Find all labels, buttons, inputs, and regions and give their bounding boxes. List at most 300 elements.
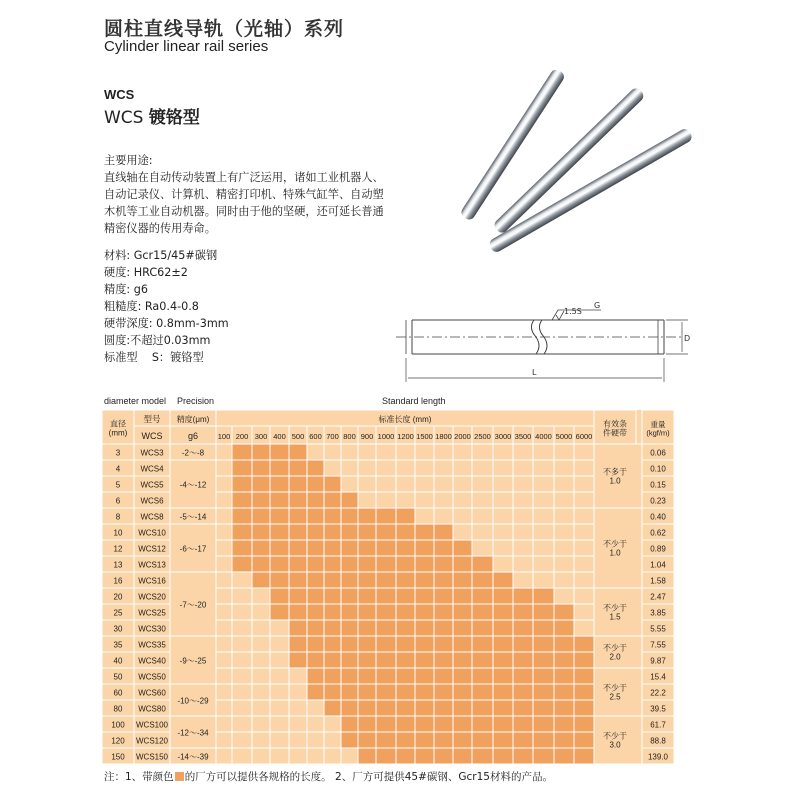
shaft-drawing xyxy=(396,298,696,390)
length-cell-available xyxy=(415,716,434,732)
length-cell xyxy=(324,444,341,460)
length-cell-available xyxy=(533,716,554,732)
length-cell-available xyxy=(453,588,472,604)
cell-model: WCS10 xyxy=(138,528,166,538)
length-cell-available xyxy=(358,684,376,700)
cell-weight: 0.15 xyxy=(650,480,666,490)
length-cell-available xyxy=(376,684,396,700)
length-cell xyxy=(554,444,574,460)
length-cell xyxy=(270,620,289,636)
length-cell xyxy=(252,700,270,716)
length-cell-available xyxy=(252,540,270,556)
length-cell xyxy=(216,700,232,716)
cell-model: WCS20 xyxy=(138,592,166,602)
length-cell-available xyxy=(493,636,513,652)
length-cell-available xyxy=(396,700,415,716)
cell-diameter: 4 xyxy=(115,464,121,474)
model-type-heading xyxy=(104,103,200,128)
length-cell-available xyxy=(554,620,574,636)
length-cell xyxy=(252,732,270,748)
length-cell-available xyxy=(307,540,324,556)
cell-effective: 1.0 xyxy=(609,476,621,486)
cell-precision: -9～-25 xyxy=(179,656,207,666)
length-cell-available xyxy=(289,636,307,652)
cell-diameter: 25 xyxy=(113,608,123,618)
cell-diameter: 6 xyxy=(115,496,121,506)
length-cell xyxy=(252,748,270,764)
length-cell xyxy=(533,556,554,572)
length-cell xyxy=(554,508,574,524)
length-cell-available xyxy=(270,604,289,620)
length-cell-available xyxy=(513,716,533,732)
cell-weight: 1.58 xyxy=(650,576,666,586)
length-cell xyxy=(493,556,513,572)
length-header: 2000 xyxy=(454,432,471,441)
length-cell xyxy=(270,668,289,684)
cell-weight: 0.23 xyxy=(650,496,666,506)
usage-heading: 主要用途: xyxy=(104,154,153,167)
length-cell xyxy=(289,732,307,748)
length-cell-available xyxy=(341,620,358,636)
length-header: 2500 xyxy=(474,432,491,441)
length-cell xyxy=(574,540,594,556)
length-cell xyxy=(493,540,513,556)
length-cell xyxy=(358,444,376,460)
length-cell-available xyxy=(270,508,289,524)
cell-model: WCS40 xyxy=(138,656,166,666)
length-header: 600 xyxy=(309,432,322,441)
length-cell xyxy=(307,732,324,748)
length-cell xyxy=(216,732,232,748)
cell-model: WCS8 xyxy=(140,512,164,522)
length-cell xyxy=(513,524,533,540)
length-cell-available xyxy=(341,668,358,684)
length-cell-available xyxy=(270,556,289,572)
length-cell xyxy=(533,524,554,540)
cell-weight: 22.2 xyxy=(650,688,666,698)
length-cell-available xyxy=(324,476,341,492)
length-header: 500 xyxy=(291,432,305,441)
cell-effective: 3.0 xyxy=(609,740,621,750)
length-cell-available xyxy=(574,700,594,716)
length-cell-available xyxy=(415,588,434,604)
length-cell-available xyxy=(270,572,289,588)
header-precision-code: g6 xyxy=(187,431,199,441)
length-cell-available xyxy=(415,668,434,684)
length-cell-available xyxy=(289,572,307,588)
length-cell-available xyxy=(574,684,594,700)
length-cell xyxy=(376,460,396,476)
length-cell xyxy=(472,524,493,540)
length-cell-available xyxy=(307,668,324,684)
length-cell xyxy=(376,444,396,460)
length-cell-available xyxy=(307,524,324,540)
length-cell-available xyxy=(434,540,453,556)
length-cell-available xyxy=(289,460,307,476)
length-cell-available xyxy=(493,716,513,732)
length-cell-available xyxy=(434,700,453,716)
length-cell-available xyxy=(341,604,358,620)
length-cell-available xyxy=(289,652,307,668)
length-cell xyxy=(574,508,594,524)
length-cell xyxy=(574,460,594,476)
length-cell-available xyxy=(324,524,341,540)
length-cell-available xyxy=(324,508,341,524)
length-cell xyxy=(270,684,289,700)
header-effective: 有效条 xyxy=(603,419,627,429)
length-cell-available xyxy=(434,588,453,604)
cell-model: WCS12 xyxy=(138,544,166,554)
length-cell-available xyxy=(358,716,376,732)
length-cell-available xyxy=(453,684,472,700)
length-cell xyxy=(453,460,472,476)
length-cell xyxy=(493,444,513,460)
cell-effective: 不少于 xyxy=(603,539,627,549)
length-cell xyxy=(270,636,289,652)
cell-model: WCS5 xyxy=(140,480,164,490)
cell-model: WCS4 xyxy=(140,464,164,474)
cell-model: WCS25 xyxy=(138,608,166,618)
length-cell xyxy=(415,460,434,476)
length-cell-available xyxy=(472,636,493,652)
length-cell xyxy=(289,700,307,716)
length-header: 900 xyxy=(360,432,374,441)
length-cell-available xyxy=(307,572,324,588)
length-cell-available xyxy=(270,460,289,476)
length-cell-available xyxy=(252,476,270,492)
cell-effective: 不少于 xyxy=(603,603,627,613)
length-cell xyxy=(472,460,493,476)
length-cell xyxy=(574,572,594,588)
length-cell xyxy=(252,668,270,684)
length-cell-available xyxy=(376,540,396,556)
length-cell xyxy=(232,684,252,700)
spec-value: 不超过0.03mm xyxy=(130,334,211,347)
length-cell xyxy=(513,460,533,476)
length-cell-available xyxy=(396,636,415,652)
length-cell-available xyxy=(415,540,434,556)
length-cell-available xyxy=(252,524,270,540)
spec-value: HRC62±2 xyxy=(133,266,188,279)
length-cell-available xyxy=(396,668,415,684)
length-cell-available xyxy=(358,556,376,572)
length-cell-available xyxy=(513,732,533,748)
length-cell xyxy=(216,492,232,508)
length-cell-available xyxy=(376,604,396,620)
cell-precision: -10～-29 xyxy=(177,696,209,706)
length-cell-available xyxy=(289,444,307,460)
length-cell-available xyxy=(493,652,513,668)
length-cell-available xyxy=(396,556,415,572)
length-cell-available xyxy=(574,748,594,764)
length-cell xyxy=(554,540,574,556)
length-cell-available xyxy=(341,716,358,732)
length-cell-available xyxy=(376,620,396,636)
cell-effective: 2.5 xyxy=(609,692,621,702)
length-cell-available xyxy=(574,636,594,652)
model-prefix: WCS xyxy=(104,108,144,128)
length-cell xyxy=(493,492,513,508)
length-cell-available xyxy=(434,524,453,540)
cell-diameter: 8 xyxy=(115,512,121,522)
label-precision: Precision xyxy=(177,396,215,406)
length-cell-available xyxy=(396,572,415,588)
length-cell-available xyxy=(396,524,415,540)
length-cell-available xyxy=(434,684,453,700)
cell-weight: 0.06 xyxy=(650,448,666,458)
length-cell-available xyxy=(396,732,415,748)
length-cell xyxy=(574,604,594,620)
cell-weight: 39.5 xyxy=(650,704,666,714)
length-cell-available xyxy=(376,588,396,604)
roughness-label: 1.5S xyxy=(564,307,582,316)
usage-line: 精密仪器的传用寿命。 xyxy=(104,222,216,235)
cell-weight: 1.04 xyxy=(650,560,666,570)
length-cell-available xyxy=(574,652,594,668)
color-swatch xyxy=(175,772,184,781)
length-cell xyxy=(232,716,252,732)
length-cell-available xyxy=(513,668,533,684)
length-cell xyxy=(252,636,270,652)
cell-weight: 0.62 xyxy=(650,528,666,538)
cell-precision: -7～-20 xyxy=(179,600,207,610)
cell-model: WCS30 xyxy=(138,624,166,634)
spec-roughness xyxy=(104,298,229,315)
length-cell-available xyxy=(513,684,533,700)
length-cell xyxy=(358,460,376,476)
length-cell xyxy=(252,652,270,668)
length-cell xyxy=(324,716,341,732)
cell-diameter: 10 xyxy=(113,528,123,538)
length-cell-available xyxy=(232,540,252,556)
length-cell-available xyxy=(472,604,493,620)
cell-precision: -5～-14 xyxy=(179,512,207,522)
diameter-label: D xyxy=(684,334,691,343)
length-cell xyxy=(554,492,574,508)
cell-effective: 不少于 xyxy=(603,683,627,693)
length-cell xyxy=(434,508,453,524)
usage-line: 自动记录仪、计算机、精密打印机、特殊气缸竿、自动塑 xyxy=(104,188,384,201)
cell-diameter: 35 xyxy=(113,640,123,650)
length-cell xyxy=(307,444,324,460)
length-cell xyxy=(533,476,554,492)
length-cell-available xyxy=(270,540,289,556)
length-cell xyxy=(232,700,252,716)
cell-model: WCS50 xyxy=(138,672,166,682)
length-cell-available xyxy=(358,588,376,604)
length-cell-available xyxy=(554,652,574,668)
spec-value: Ra0.4-0.8 xyxy=(144,300,199,313)
spec-table xyxy=(102,410,688,772)
length-header: 200 xyxy=(235,432,249,441)
length-cell-available xyxy=(434,572,453,588)
cell-diameter: 50 xyxy=(113,672,123,682)
spec-list xyxy=(104,247,229,366)
length-cell-available xyxy=(289,508,307,524)
page-subtitle: Cylinder linear rail series xyxy=(104,38,269,55)
length-cell-available xyxy=(376,700,396,716)
length-cell-available xyxy=(493,604,513,620)
length-cell-available xyxy=(415,620,434,636)
cell-diameter: 12 xyxy=(113,544,123,554)
length-cell-available xyxy=(415,572,434,588)
length-cell-available xyxy=(358,748,376,764)
length-cell xyxy=(324,460,341,476)
spec-label: 材料: xyxy=(104,249,131,262)
length-cell xyxy=(216,444,232,460)
length-cell-available xyxy=(472,620,493,636)
cell-weight: 61.7 xyxy=(650,720,666,730)
length-cell xyxy=(216,748,232,764)
length-cell xyxy=(216,476,232,492)
length-cell xyxy=(289,668,307,684)
length-cell-available xyxy=(270,524,289,540)
length-cell xyxy=(554,572,574,588)
length-cell xyxy=(533,444,554,460)
rods-photo xyxy=(455,70,695,264)
length-cell xyxy=(554,460,574,476)
spec-label: 精度: xyxy=(104,283,131,296)
spec-standard xyxy=(104,349,229,366)
length-cell-available xyxy=(358,620,376,636)
length-cell-available xyxy=(307,460,324,476)
cell-weight: 2.47 xyxy=(650,592,666,602)
spec-roundness xyxy=(104,332,229,349)
header-diameter: 直径 xyxy=(110,419,126,429)
length-cell-available xyxy=(396,652,415,668)
length-cell-available xyxy=(434,668,453,684)
length-cell-available xyxy=(358,700,376,716)
length-header: 4000 xyxy=(535,432,552,441)
length-cell-available xyxy=(324,588,341,604)
length-cell xyxy=(533,460,554,476)
length-cell-available xyxy=(341,540,358,556)
footnote xyxy=(104,769,553,784)
length-cell-available xyxy=(358,732,376,748)
cell-precision: -4～-12 xyxy=(179,480,207,490)
spec-value: Gcr15/45#碳钢 xyxy=(133,249,218,262)
length-cell xyxy=(232,748,252,764)
length-cell xyxy=(232,572,252,588)
length-cell xyxy=(574,524,594,540)
length-cell xyxy=(232,604,252,620)
length-cell-available xyxy=(533,748,554,764)
length-cell-available xyxy=(434,732,453,748)
length-cell-available xyxy=(513,652,533,668)
cell-effective: 1.0 xyxy=(609,548,621,558)
length-cell-available xyxy=(324,492,341,508)
cell-model: WCS35 xyxy=(138,640,166,650)
length-cell xyxy=(232,620,252,636)
length-cell xyxy=(324,732,341,748)
length-cell-available xyxy=(574,668,594,684)
length-cell-available xyxy=(324,684,341,700)
cell-weight: 0.89 xyxy=(650,544,666,554)
length-cell xyxy=(415,444,434,460)
length-cell xyxy=(232,732,252,748)
length-cell-available xyxy=(232,508,252,524)
length-cell xyxy=(216,636,232,652)
length-header: 1500 xyxy=(416,432,433,441)
length-cell-available xyxy=(376,668,396,684)
length-cell xyxy=(513,556,533,572)
length-cell-available xyxy=(472,572,493,588)
length-cell-available xyxy=(415,556,434,572)
cell-diameter: 30 xyxy=(113,624,123,634)
cell-effective: 不多于 xyxy=(603,467,627,477)
length-cell xyxy=(472,492,493,508)
cell-diameter: 16 xyxy=(113,576,123,586)
length-cell-available xyxy=(252,556,270,572)
cell-model: WCS120 xyxy=(135,736,169,746)
spec-hardness xyxy=(104,264,229,281)
length-cell-available xyxy=(415,652,434,668)
length-cell xyxy=(434,444,453,460)
length-cell-available xyxy=(376,556,396,572)
length-cell xyxy=(396,492,415,508)
model-type: 镀铬型 xyxy=(148,108,200,128)
length-cell-available xyxy=(270,492,289,508)
length-cell xyxy=(216,556,232,572)
cell-model: WCS6 xyxy=(140,496,164,506)
length-cell-available xyxy=(324,636,341,652)
length-cell-available xyxy=(472,748,493,764)
length-header: 800 xyxy=(343,432,356,441)
length-cell-available xyxy=(434,748,453,764)
length-cell-available xyxy=(453,540,472,556)
length-cell-available xyxy=(533,668,554,684)
spec-material xyxy=(104,247,229,264)
length-cell-available xyxy=(415,604,434,620)
length-cell-available xyxy=(434,652,453,668)
length-cell-available xyxy=(472,732,493,748)
cell-diameter: 40 xyxy=(113,656,123,666)
length-cell xyxy=(415,508,434,524)
cell-diameter: 3 xyxy=(115,448,121,458)
cell-diameter: 13 xyxy=(113,560,123,570)
length-cell xyxy=(472,444,493,460)
length-cell xyxy=(415,492,434,508)
cell-diameter: 20 xyxy=(113,592,123,602)
length-cell-available xyxy=(453,636,472,652)
length-cell xyxy=(376,476,396,492)
length-cell-available xyxy=(358,524,376,540)
length-cell-available xyxy=(533,700,554,716)
length-cell-available xyxy=(307,636,324,652)
length-cell xyxy=(376,492,396,508)
length-cell-available xyxy=(289,524,307,540)
cell-weight: 15.4 xyxy=(650,672,666,682)
length-cell-available xyxy=(396,684,415,700)
spec-label: 圆度: xyxy=(104,334,131,347)
length-cell xyxy=(307,748,324,764)
length-cell-available xyxy=(307,556,324,572)
length-cell-available xyxy=(341,508,358,524)
length-cell-available xyxy=(341,572,358,588)
length-cell xyxy=(513,572,533,588)
length-header: 400 xyxy=(273,432,286,441)
cell-precision: -6～-17 xyxy=(179,544,207,554)
length-cell-available xyxy=(324,556,341,572)
cell-model: WCS150 xyxy=(135,752,169,762)
length-cell xyxy=(289,716,307,732)
length-cell-available xyxy=(341,684,358,700)
length-cell xyxy=(216,524,232,540)
length-cell-available xyxy=(289,476,307,492)
length-cell xyxy=(216,668,232,684)
length-cell-available xyxy=(453,732,472,748)
length-cell-available xyxy=(307,620,324,636)
